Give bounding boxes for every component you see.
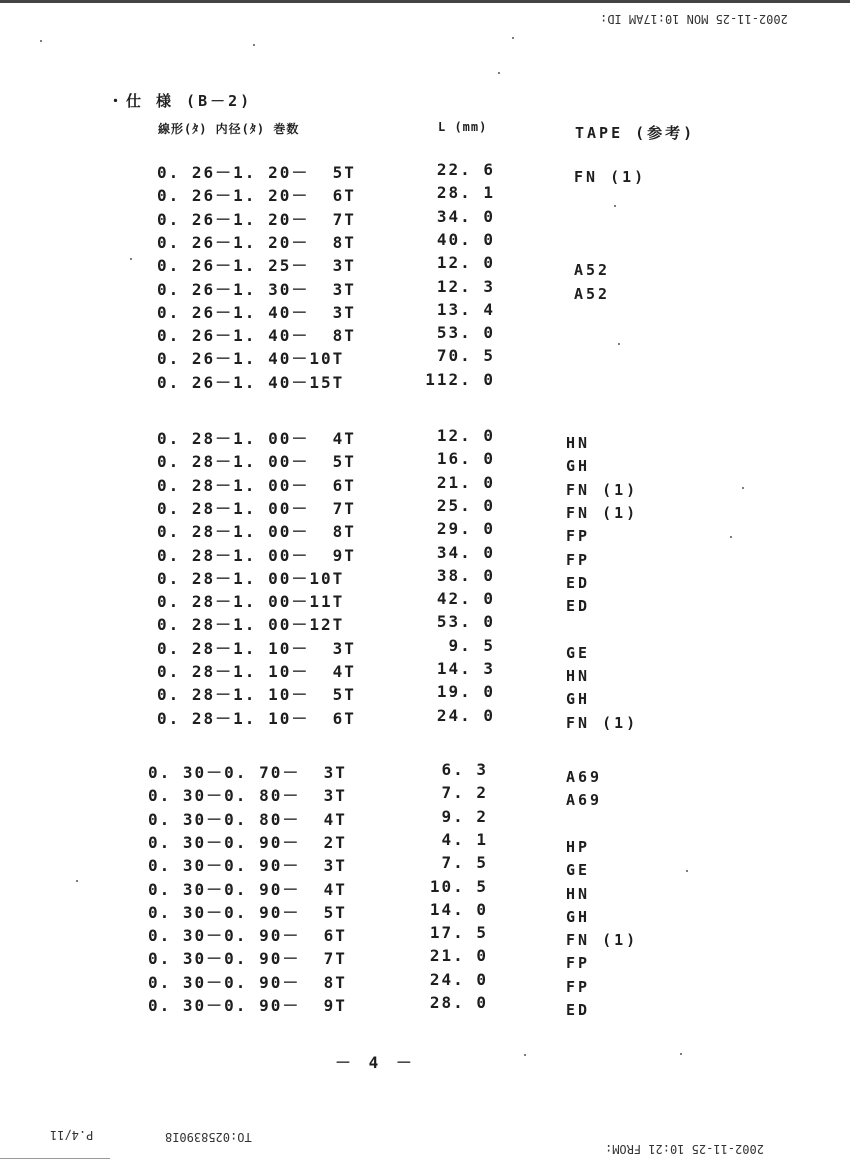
spec-cell: 0. 30－0. 80－ 4T (148, 809, 347, 829)
length-cell: 21. 0 (429, 946, 488, 966)
length-cell: 53. 0 (436, 612, 495, 632)
scan-speck (253, 44, 255, 46)
spec-cell: 0. 28－1. 10－ 5T (157, 685, 356, 705)
scan-speck (742, 487, 744, 489)
length-cell: 21. 0 (436, 472, 495, 492)
spec-cell: 0. 26－1. 25－ 3T (157, 256, 356, 276)
fax-header-upside-down: 2002-11-25 MON 10:17AM ID: (600, 12, 788, 26)
spec-cell: 0. 28－1. 00－ 6T (157, 475, 356, 495)
scan-speck (130, 258, 132, 260)
length-cell: 16. 0 (436, 449, 495, 469)
length-cell: 7. 2 (441, 783, 488, 803)
length-cell: 14. 3 (436, 659, 495, 678)
length-cell: 112. 0 (425, 369, 495, 389)
scan-speck (680, 1053, 682, 1055)
tape-cell: ED (566, 597, 591, 616)
tape-cell: HN (566, 434, 591, 452)
spec-cell: 0. 30－0. 90－ 2T (148, 832, 347, 852)
tape-cell: FN (1) (566, 931, 639, 950)
length-cell: 6. 3 (441, 760, 488, 779)
spec-cell: 0. 30－0. 90－ 7T (148, 949, 347, 969)
length-cell: 9. 2 (441, 806, 488, 826)
scan-speck (512, 37, 514, 39)
length-cell: 19. 0 (436, 682, 495, 702)
spec-cell: 0. 30－0. 80－ 3T (148, 786, 347, 806)
tape-cell: FP (566, 977, 591, 996)
tape-cell: GH (566, 457, 591, 476)
tape-cell: A69 (566, 768, 603, 786)
scan-speck (498, 72, 500, 74)
spec-cell: 0. 28－1. 10－ 6T (157, 708, 356, 728)
tape-cell: A52 (574, 261, 611, 280)
length-cell: 42. 0 (436, 589, 495, 609)
page-number: － 4 － (335, 1053, 416, 1072)
length-cell: 29. 0 (436, 519, 495, 539)
length-cell: 24. 0 (436, 705, 495, 725)
spec-cell: 0. 26－1. 20－ 5T (157, 163, 356, 182)
spec-cell: 0. 26－1. 40－ 8T (157, 326, 356, 346)
spec-cell: 0. 30－0. 90－ 9T (148, 996, 347, 1015)
length-cell: 24. 0 (429, 969, 488, 989)
spec-cell: 0. 30－0. 90－ 5T (148, 902, 347, 922)
tape-cell: A52 (574, 284, 611, 303)
tape-cell: FN (1) (566, 713, 639, 732)
scan-speck (76, 880, 78, 882)
scan-speck (730, 536, 732, 538)
spec-cell: 0. 30－0. 90－ 6T (148, 926, 347, 946)
spec-cell: 0. 30－0. 90－ 3T (148, 856, 347, 876)
fax-bottom-rule (0, 1158, 110, 1159)
scan-speck (618, 343, 620, 345)
length-cell: 34. 0 (436, 206, 495, 226)
spec-cell: 0. 28－1. 00－10T (157, 568, 345, 588)
spec-cell: 0. 28－1. 00－11T (157, 592, 345, 612)
tape-cell: HN (566, 884, 591, 903)
length-cell: 17. 5 (429, 923, 488, 943)
fax-page-upside-down: P.4/11 (50, 1128, 94, 1142)
length-cell: 53. 0 (436, 323, 495, 343)
tape-cell: FP (566, 550, 591, 569)
fax-to-upside-down: TO:0258390I8 (165, 1130, 252, 1144)
scan-speck (40, 40, 42, 42)
spec-cell: 0. 26－1. 40－ 3T (157, 302, 356, 322)
spec-cell: 0. 30－0. 90－ 8T (148, 972, 347, 992)
section-title: ・仕 様 (B－2) (108, 92, 253, 110)
tape-cell: FP (566, 954, 591, 973)
spec-cell: 0. 30－0. 90－ 4T (148, 879, 347, 899)
length-cell: 12. 3 (436, 276, 495, 296)
spec-cell: 0. 26－1. 30－ 3T (157, 279, 356, 299)
length-cell: 9. 5 (448, 635, 495, 655)
column-header-tape: TAPE (参考) (575, 124, 696, 142)
tape-cell: FN (1) (574, 168, 647, 186)
length-cell: 28. 1 (436, 183, 495, 203)
spec-cell: 0. 28－1. 00－ 7T (157, 498, 356, 518)
fax-footer-upside-down: 2002-11-25 10:21 FROM: (605, 1142, 764, 1156)
spec-cell: 0. 28－1. 10－ 4T (157, 662, 356, 681)
tape-cell: GH (566, 907, 591, 926)
tape-cell: A69 (566, 791, 603, 810)
spec-cell: 0. 26－1. 40－10T (157, 349, 345, 369)
spec-cell: 0. 28－1. 00－ 5T (157, 452, 356, 472)
length-cell: 22. 6 (436, 160, 495, 179)
tape-cell: FN (1) (566, 503, 639, 522)
length-cell: 14. 0 (429, 899, 488, 919)
tape-cell: ED (566, 573, 591, 592)
tape-cell: HN (566, 667, 591, 685)
tape-cell: FN (1) (566, 480, 639, 499)
spec-cell: 0. 28－1. 00－12T (157, 615, 345, 635)
spec-cell: 0. 26－1. 20－ 7T (157, 209, 356, 229)
length-cell: 10. 5 (429, 876, 488, 896)
spec-cell: 0. 26－1. 20－ 8T (157, 232, 356, 252)
length-cell: 28. 0 (429, 993, 488, 1012)
spec-cell: 0. 28－1. 00－ 9T (157, 545, 356, 565)
scan-speck (614, 205, 616, 207)
scan-speck (686, 870, 688, 872)
length-cell: 34. 0 (436, 542, 495, 562)
spec-cell: 0. 30－0. 70－ 3T (148, 763, 347, 782)
length-cell: 70. 5 (436, 346, 495, 366)
tape-cell: HP (566, 837, 591, 856)
column-header-spec: 線形(ﾀ) 内径(ﾀ) 巻数 (158, 122, 300, 136)
scan-speck (524, 1054, 526, 1056)
length-cell: 40. 0 (436, 229, 495, 249)
fax-top-rule (0, 0, 850, 3)
tape-cell: ED (566, 1001, 591, 1019)
length-cell: 4. 1 (441, 829, 488, 849)
length-cell: 7. 5 (441, 853, 488, 873)
length-cell: 38. 0 (436, 565, 495, 585)
spec-cell: 0. 28－1. 00－ 4T (157, 429, 356, 448)
tape-cell: GH (566, 690, 591, 709)
spec-cell: 0. 26－1. 40－15T (157, 372, 345, 392)
spec-cell: 0. 26－1. 20－ 6T (157, 186, 356, 206)
spec-cell: 0. 28－1. 10－ 3T (157, 638, 356, 658)
tape-cell: GE (566, 861, 591, 880)
tape-cell: FP (566, 527, 591, 546)
length-cell: 13. 4 (436, 299, 495, 319)
length-cell: 12. 0 (436, 426, 495, 445)
length-cell: 12. 0 (436, 253, 495, 273)
tape-cell: GE (566, 643, 591, 662)
length-cell: 25. 0 (436, 495, 495, 515)
spec-cell: 0. 28－1. 00－ 8T (157, 522, 356, 542)
column-header-length: L (mm) (438, 120, 488, 134)
